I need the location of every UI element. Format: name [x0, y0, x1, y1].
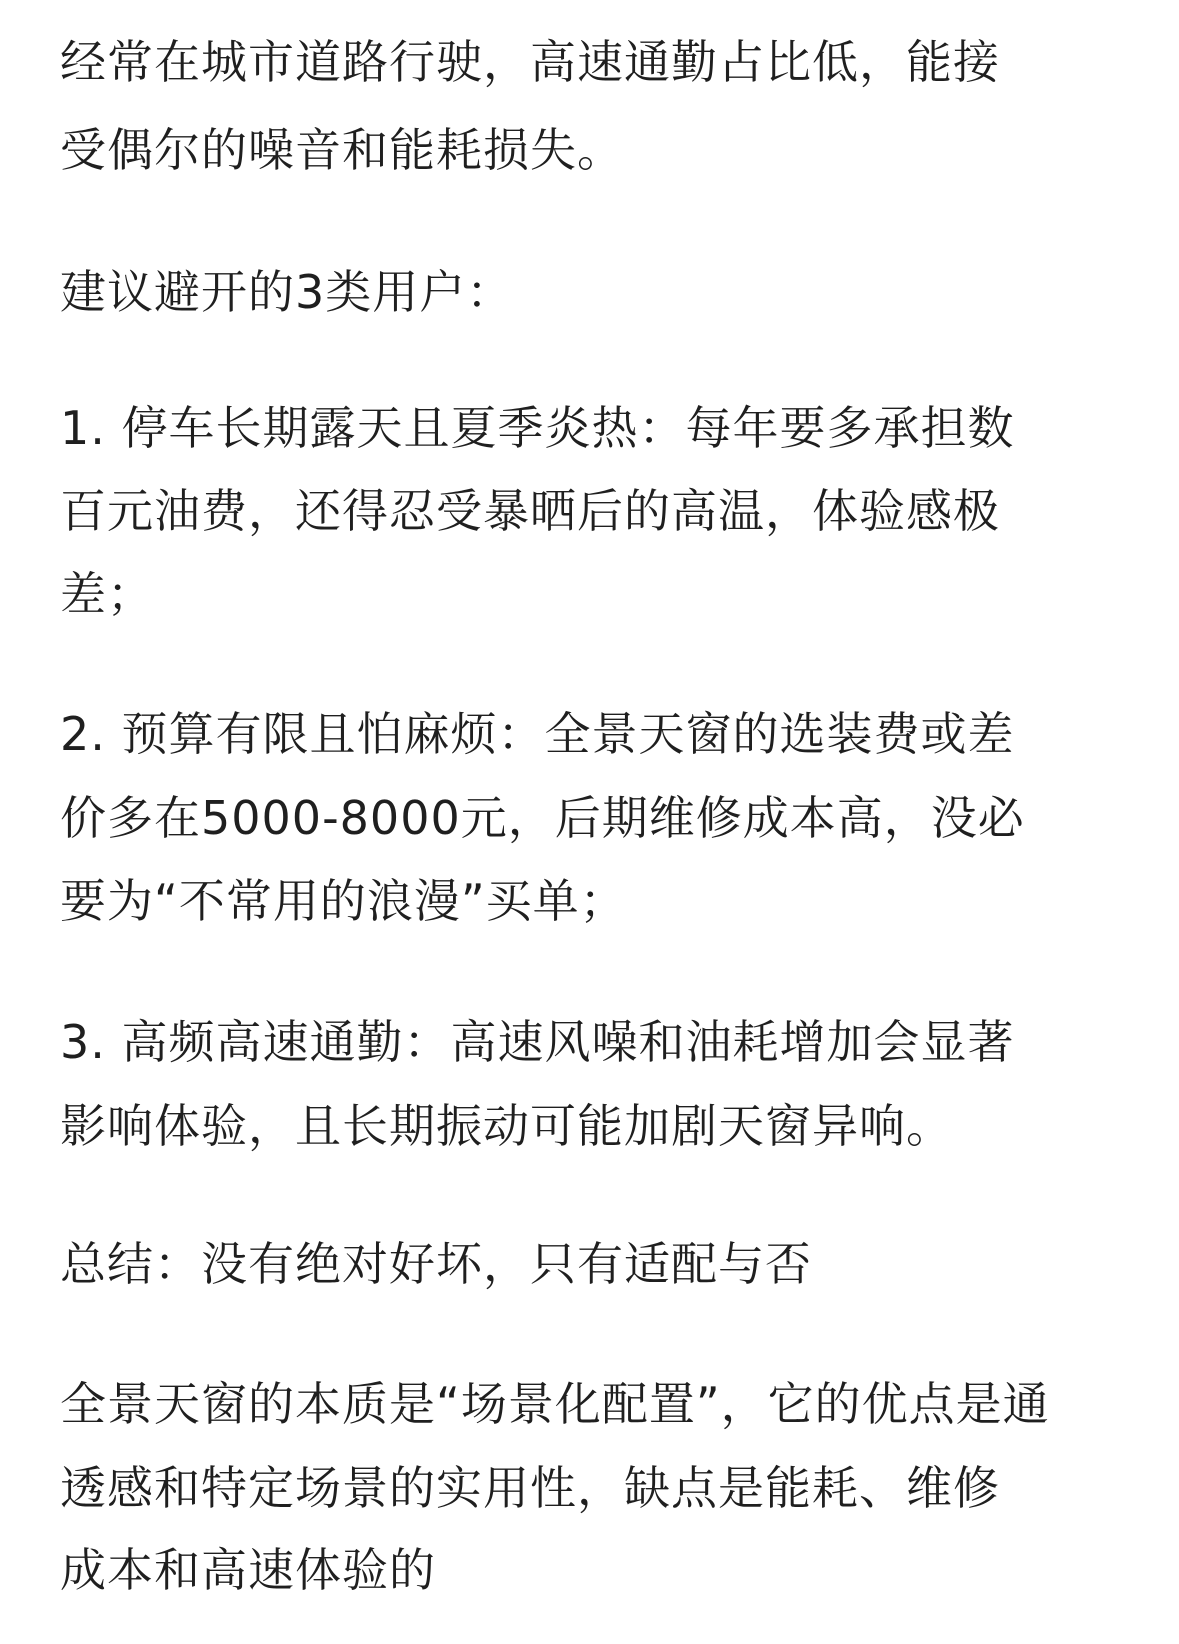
section-heading: 建议避开的3类用户：: [60, 265, 514, 319]
list-item-line: 百元油费，还得忍受暴晒后的高温，体验感极: [60, 484, 1000, 538]
watermark-overlay: [480, 1610, 572, 1644]
list-item-line: 2. 预算有限且怕麻烦：全景天窗的选装费或差: [60, 707, 1015, 761]
list-item-line: 1. 停车长期露天且夏季炎热：每年要多承担数: [60, 401, 1015, 455]
paragraph-line: 经常在城市道路行驶，高速通勤占比低，能接: [60, 35, 1000, 89]
paragraph-line: 全景天窗的本质是“场景化配置”，它的优点是通: [60, 1377, 1050, 1431]
list-item-line: 差；: [60, 567, 154, 621]
list-item-line: 价多在5000-8000元，后期维修成本高，没必: [60, 791, 1025, 845]
paragraph-line: 成本和高速体验的: [60, 1543, 436, 1597]
paragraph-line: 受偶尔的噪音和能耗损失。: [60, 123, 624, 177]
list-item-line: 3. 高频高速通勤：高速风噪和油耗增加会显著: [60, 1015, 1015, 1069]
paragraph-line: 透感和特定场景的实用性，缺点是能耗、维修: [60, 1461, 1000, 1515]
list-item-line: 影响体验，且长期振动可能加剧天窗异响。: [60, 1099, 953, 1153]
summary-heading: 总结：没有绝对好坏，只有适配与否: [60, 1237, 812, 1291]
list-item-line: 要为“不常用的浪漫”买单；: [60, 874, 627, 928]
